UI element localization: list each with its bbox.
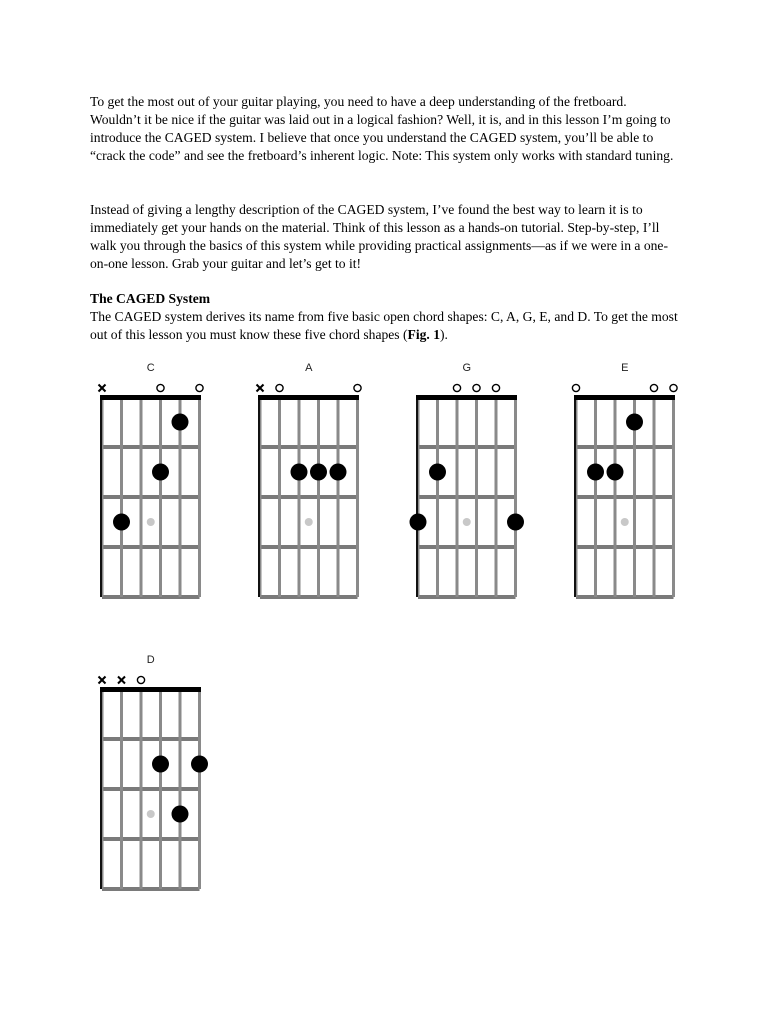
chord-diagram-d [90,654,210,890]
fret-marker [463,518,471,526]
fret-line [418,595,516,599]
intro-paragraph: To get the most out of your guitar playing, you need to have a deep understanding of the fretboard. Wouldn’t it be nice if the guitar was laid out in a logical fashion? Well, it is, and in this lesson I’m going to introduce the CAGED system. I believe that once you understand the CAGED system, you’ll be able to “crack the code” and see the fretboard’s inherent logic. Note: This system only works with standard tuning. [90,94,674,163]
finger-dot [626,414,643,431]
finger-dot [172,414,189,431]
chord-svg [90,654,210,890]
fret-line [102,595,200,599]
open-string-marker [196,384,203,391]
fretboard-edge [100,397,102,597]
open-string-marker [157,384,164,391]
finger-dot [152,464,169,481]
guitar-string [140,689,143,889]
section-heading: The CAGED System [90,291,211,306]
guitar-string [140,397,143,597]
finger-dot [429,464,446,481]
chord-svg [248,362,368,598]
fret-marker [147,810,155,818]
finger-dot [410,514,427,531]
nut [100,395,201,400]
fret-line [418,495,516,499]
fret-line [576,495,674,499]
chord-name-label: E [621,362,629,374]
chord-diagram-a [248,362,368,598]
fret-line [102,837,200,841]
open-string-marker [276,384,283,391]
fret-line [102,737,200,741]
chord-name-label: D [146,654,155,666]
finger-dot [152,756,169,773]
fret-line [102,787,200,791]
finger-dot [113,514,130,531]
guitar-string [495,397,498,597]
finger-dot [330,464,347,481]
guitar-string [514,397,517,597]
fret-line [260,445,358,449]
fret-line [418,445,516,449]
guitar-string [278,397,281,597]
guitar-string [317,397,320,597]
guitar-string [179,689,182,889]
finger-dot [507,514,524,531]
guitar-string [120,397,123,597]
finger-dot [310,464,327,481]
chord-diagram-e [564,362,684,598]
finger-dot [191,756,208,773]
caged-paragraph [90,308,680,344]
fret-line [102,495,200,499]
fretboard-edge [574,397,576,597]
guitar-string [120,689,123,889]
chord-diagram-g [406,362,526,598]
finger-dot [607,464,624,481]
guitar-string [436,397,439,597]
fret-line [260,545,358,549]
guitar-string [594,397,597,597]
fret-line [102,887,200,891]
chord-svg [406,362,526,598]
guitar-string [614,397,617,597]
muted-string-marker [257,385,264,392]
chord-svg [90,362,210,598]
fret-line [102,545,200,549]
nut [416,395,517,400]
guitar-string [475,397,478,597]
open-string-marker [650,384,657,391]
fret-line [260,495,358,499]
guitar-string [653,397,656,597]
finger-dot [291,464,308,481]
fret-line [576,595,674,599]
fret-marker [305,518,313,526]
caged-paragraph-text: The CAGED system derives its name from five basic open chord shapes: C, A, G, E, and D. To get the most out of this lesson you must know these five chord shapes ( [90,309,678,342]
guitar-string [456,397,459,597]
open-string-marker [137,676,144,683]
fret-line [576,545,674,549]
guitar-string [198,397,201,597]
fret-marker [147,518,155,526]
nut [100,687,201,692]
fret-marker [621,518,629,526]
open-string-marker [492,384,499,391]
guitar-string [356,397,359,597]
chord-name-label: A [305,362,313,374]
fret-line [260,595,358,599]
open-string-marker [354,384,361,391]
guitar-string [198,689,201,889]
open-string-marker [670,384,677,391]
open-string-marker [572,384,579,391]
figure-reference: Fig. 1 [407,327,441,342]
guitar-string [337,397,340,597]
chord-svg [564,362,684,598]
guitar-string [159,689,162,889]
chord-name-label: G [462,362,472,374]
muted-string-marker [99,385,106,392]
muted-string-marker [99,677,106,684]
chord-name-label: C [146,362,155,374]
finger-dot [172,806,189,823]
fretboard-edge [416,397,418,597]
fret-line [418,545,516,549]
guitar-string [159,397,162,597]
open-string-marker [473,384,480,391]
fretboard-edge [258,397,260,597]
fret-line [576,445,674,449]
nut [258,395,359,400]
fretboard-edge [100,689,102,889]
tutorial-paragraph: Instead of giving a lengthy description of the CAGED system, I’ve found the best way to learn it is to immediately get your hands on the material. Think of this lesson as a hands-on tutorial. Step-by-step, I’ll walk you through the basics of this system while providing practical assignments—as if we were in a one-on-one lesson. Grab your guitar and let’s get to it! [90,202,668,271]
guitar-string [298,397,301,597]
open-string-marker [453,384,460,391]
finger-dot [587,464,604,481]
guitar-string [672,397,675,597]
caged-paragraph-end: ). [440,327,448,342]
chord-diagram-c [90,362,210,598]
fret-line [102,445,200,449]
nut [574,395,675,400]
muted-string-marker [118,677,125,684]
